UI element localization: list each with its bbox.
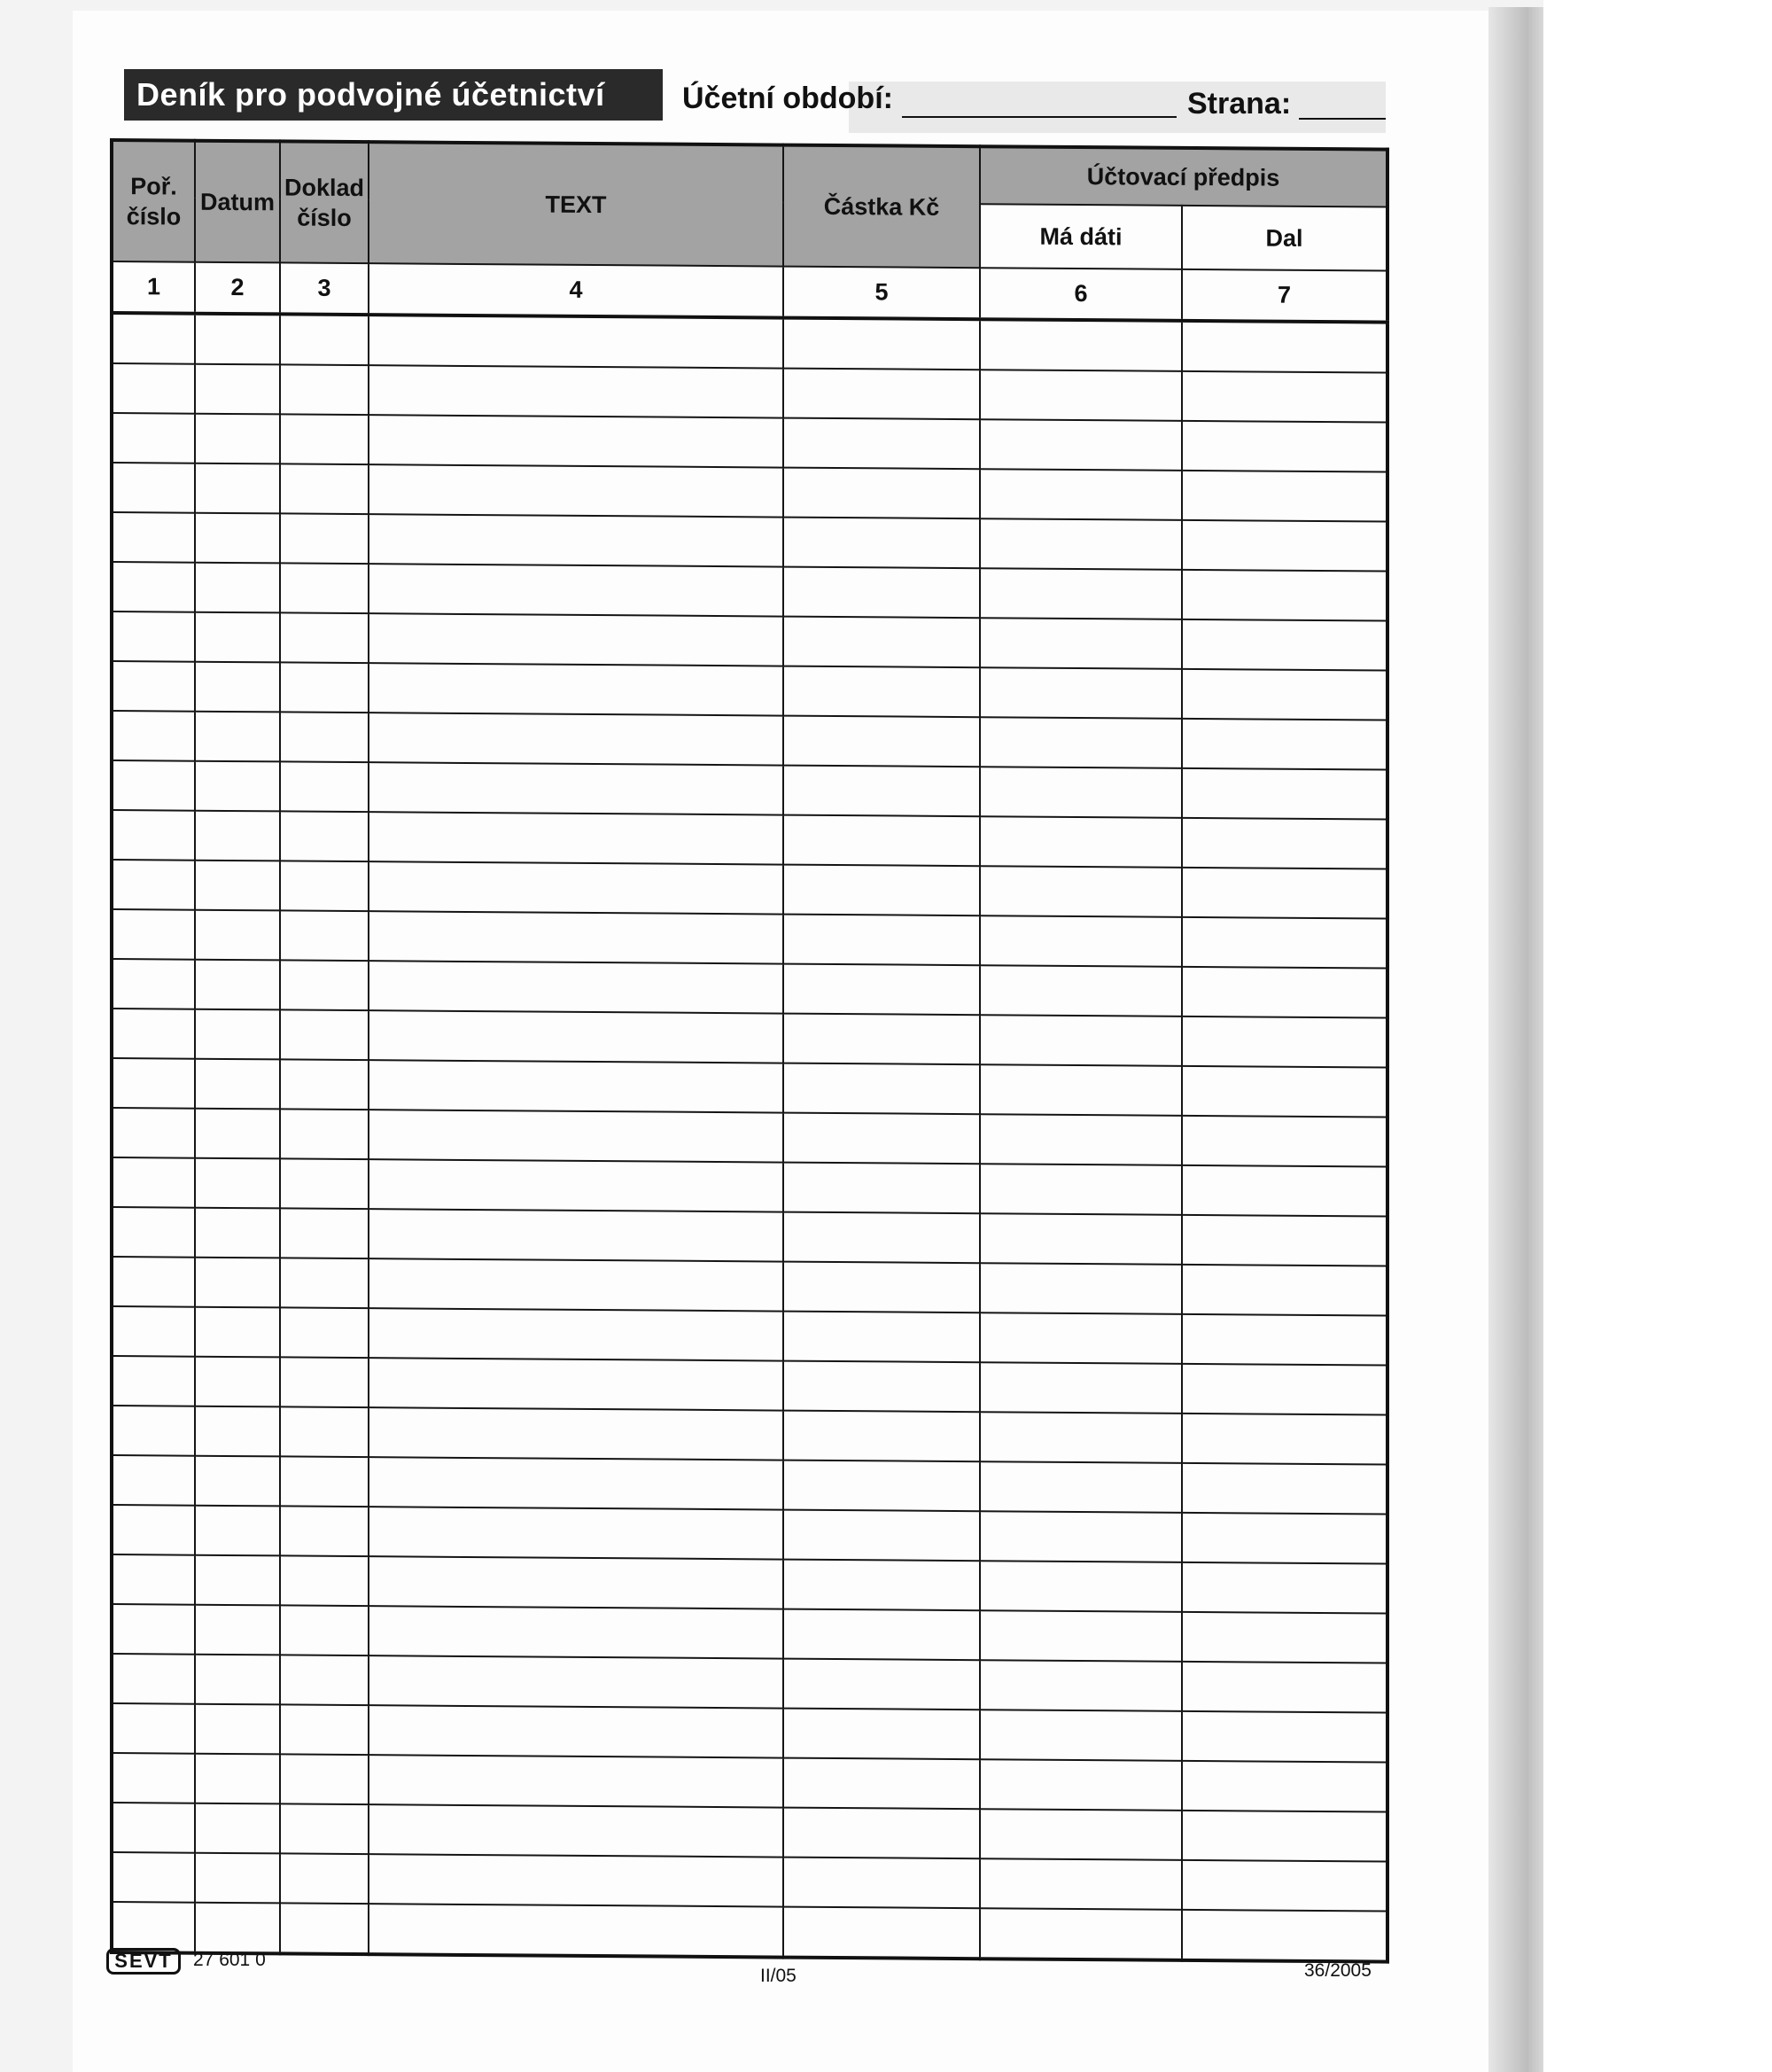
cell-debit[interactable]: [980, 469, 1182, 520]
cell-debit[interactable]: [980, 1213, 1182, 1265]
cell-document-no[interactable]: [280, 761, 369, 812]
cell-text[interactable]: [369, 1110, 783, 1162]
cell-debit[interactable]: [980, 1511, 1182, 1562]
cell-date[interactable]: [195, 463, 280, 514]
header-debit: Má dáti: [980, 204, 1182, 269]
cell-order-no[interactable]: [112, 1852, 195, 1903]
cell-text[interactable]: [369, 1705, 783, 1757]
cell-date[interactable]: [195, 414, 280, 464]
cell-debit[interactable]: [980, 1412, 1182, 1463]
cell-credit[interactable]: [1182, 768, 1387, 820]
column-number: 3: [280, 262, 369, 315]
cell-debit[interactable]: [980, 1660, 1182, 1711]
cell-amount[interactable]: [783, 1262, 980, 1313]
cell-date[interactable]: [195, 1605, 280, 1655]
cell-order-no[interactable]: [112, 1753, 195, 1803]
cell-credit[interactable]: [1182, 1562, 1387, 1614]
cell-order-no[interactable]: [112, 413, 195, 463]
cell-date[interactable]: [195, 910, 280, 961]
cell-credit[interactable]: [1182, 1364, 1387, 1415]
table-row: [112, 1058, 1387, 1118]
cell-order-no[interactable]: [112, 661, 195, 712]
cell-amount[interactable]: [783, 1858, 980, 1909]
cell-order-no[interactable]: [112, 512, 195, 563]
cell-document-no[interactable]: [280, 1853, 369, 1904]
cell-debit[interactable]: [980, 767, 1182, 818]
cell-amount[interactable]: [783, 1113, 980, 1165]
cell-order-no[interactable]: [112, 1306, 195, 1357]
cell-document-no[interactable]: [280, 712, 369, 762]
table-row: [112, 1455, 1387, 1515]
cell-document-no[interactable]: [280, 811, 369, 861]
cell-debit[interactable]: [980, 717, 1182, 768]
cell-date[interactable]: [195, 1009, 280, 1060]
cell-amount[interactable]: [783, 468, 980, 519]
table-row: [112, 1852, 1387, 1912]
table-row: [112, 1604, 1387, 1663]
cell-credit[interactable]: [1182, 1463, 1387, 1515]
cell-amount[interactable]: [783, 418, 980, 470]
cell-order-no[interactable]: [112, 1455, 195, 1506]
cell-document-no[interactable]: [280, 1109, 369, 1159]
cell-date[interactable]: [195, 1506, 280, 1556]
cell-text[interactable]: [369, 1407, 783, 1460]
cell-date[interactable]: [195, 861, 280, 911]
cell-date[interactable]: [195, 1704, 280, 1755]
cell-credit[interactable]: [1182, 1711, 1387, 1763]
cell-document-no[interactable]: [280, 513, 369, 564]
page-number-label: Strana:: [1187, 87, 1292, 121]
table-row: [112, 363, 1387, 423]
cell-text[interactable]: [369, 315, 783, 368]
cell-credit[interactable]: [1182, 669, 1387, 721]
cell-debit[interactable]: [980, 965, 1182, 1017]
cell-text[interactable]: [369, 1308, 783, 1360]
cell-debit[interactable]: [980, 319, 1182, 371]
cell-debit[interactable]: [980, 1164, 1182, 1215]
cell-date[interactable]: [195, 1158, 280, 1209]
cell-document-no[interactable]: [280, 463, 369, 514]
cell-date[interactable]: [195, 563, 280, 613]
cell-text[interactable]: [369, 911, 783, 963]
form-code: 27 601 0: [193, 1950, 266, 1970]
cell-order-no[interactable]: [112, 1654, 195, 1704]
table-row: [112, 313, 1387, 373]
cell-credit[interactable]: [1182, 967, 1387, 1018]
cell-debit[interactable]: [980, 419, 1182, 471]
cell-credit[interactable]: [1182, 1314, 1387, 1366]
cell-amount[interactable]: [783, 1411, 980, 1462]
cell-text[interactable]: [369, 1655, 783, 1708]
cell-document-no[interactable]: [280, 1307, 369, 1358]
cell-text[interactable]: [369, 1159, 783, 1211]
table-row: [112, 1654, 1387, 1713]
cell-order-no[interactable]: [112, 1406, 195, 1456]
table-row: [112, 810, 1387, 869]
cell-date[interactable]: [195, 712, 280, 762]
cell-amount[interactable]: [783, 865, 980, 916]
cell-debit[interactable]: [980, 667, 1182, 719]
table-row: [112, 1257, 1387, 1316]
cell-credit[interactable]: [1182, 1414, 1387, 1465]
cell-date[interactable]: [195, 1803, 280, 1854]
column-number-row: [112, 261, 1387, 323]
cell-debit[interactable]: [980, 518, 1182, 570]
cell-debit[interactable]: [980, 1362, 1182, 1414]
cell-amount[interactable]: [783, 1758, 980, 1810]
cell-amount[interactable]: [783, 666, 980, 718]
cell-amount[interactable]: [783, 1312, 980, 1363]
cell-date[interactable]: [195, 1903, 280, 1954]
cell-text[interactable]: [369, 1457, 783, 1509]
accounting-period-label: Účetní období:: [682, 82, 893, 115]
cell-amount[interactable]: [783, 567, 980, 619]
cell-order-no[interactable]: [112, 1207, 195, 1258]
cell-date[interactable]: [195, 960, 280, 1010]
cell-text[interactable]: [369, 1209, 783, 1261]
cell-amount[interactable]: [783, 1609, 980, 1661]
cell-debit[interactable]: [980, 1610, 1182, 1662]
cell-date[interactable]: [195, 1208, 280, 1258]
cell-document-no[interactable]: [280, 1009, 369, 1060]
table-row: [112, 1902, 1387, 1962]
bleed-through-shadow: [849, 82, 1386, 133]
cell-order-no[interactable]: [112, 860, 195, 910]
cell-debit[interactable]: [980, 915, 1182, 967]
cell-order-no[interactable]: [112, 562, 195, 612]
cell-order-no[interactable]: [112, 959, 195, 1009]
cell-amount[interactable]: [783, 815, 980, 867]
cell-amount[interactable]: [783, 1709, 980, 1760]
cell-debit[interactable]: [980, 1461, 1182, 1513]
cell-credit[interactable]: [1182, 1116, 1387, 1167]
cell-date[interactable]: [195, 811, 280, 861]
cell-text[interactable]: [369, 812, 783, 864]
journal-table: [110, 138, 1386, 1956]
cell-debit[interactable]: [980, 1114, 1182, 1165]
edition-code: II/05: [760, 1966, 797, 1986]
cell-document-no[interactable]: [280, 1158, 369, 1209]
cell-text[interactable]: [369, 365, 783, 417]
cell-credit[interactable]: [1182, 917, 1387, 969]
cell-document-no[interactable]: [280, 1704, 369, 1755]
cell-document-no[interactable]: [280, 314, 369, 365]
cell-order-no[interactable]: [112, 810, 195, 861]
cell-order-no[interactable]: [112, 1157, 195, 1208]
cell-amount[interactable]: [783, 1907, 980, 1959]
cell-text[interactable]: [369, 1358, 783, 1410]
year-code: 36/2005: [1304, 1960, 1372, 1981]
table-row: [112, 711, 1387, 770]
form-title: Deník pro podvojné účetnictví: [124, 69, 663, 121]
cell-date[interactable]: [195, 1406, 280, 1457]
cell-date[interactable]: [195, 1853, 280, 1904]
cell-amount[interactable]: [783, 1461, 980, 1512]
header-date: Datum: [195, 141, 280, 263]
cell-debit[interactable]: [980, 1015, 1182, 1066]
cell-date[interactable]: [195, 513, 280, 564]
cell-text[interactable]: [369, 1854, 783, 1906]
table-row: [112, 1356, 1387, 1415]
cell-credit[interactable]: [1182, 1811, 1387, 1862]
cell-text[interactable]: [369, 762, 783, 814]
column-number: 5: [783, 267, 980, 320]
cell-amount[interactable]: [783, 964, 980, 1016]
cell-document-no[interactable]: [280, 1357, 369, 1407]
table-row: [112, 661, 1387, 721]
cell-text[interactable]: [369, 1606, 783, 1658]
table-row: [112, 909, 1387, 969]
cell-order-no[interactable]: [112, 463, 195, 513]
table-row: [112, 1009, 1387, 1068]
cell-document-no[interactable]: [280, 1803, 369, 1854]
cell-amount[interactable]: [783, 518, 980, 569]
cell-order-no[interactable]: [112, 1703, 195, 1754]
cell-order-no[interactable]: [112, 1257, 195, 1307]
cell-amount[interactable]: [783, 1808, 980, 1859]
cell-text[interactable]: [369, 1060, 783, 1112]
cell-credit[interactable]: [1182, 1910, 1387, 1962]
cell-text[interactable]: [369, 1258, 783, 1311]
cell-debit[interactable]: [980, 1908, 1182, 1960]
cell-document-no[interactable]: [280, 414, 369, 464]
cell-credit[interactable]: [1182, 520, 1387, 572]
cell-text[interactable]: [369, 961, 783, 1013]
cell-document-no[interactable]: [280, 960, 369, 1010]
cell-debit[interactable]: [980, 1263, 1182, 1314]
header-credit: Dal: [1182, 206, 1387, 271]
cell-amount[interactable]: [783, 1361, 980, 1413]
cell-credit[interactable]: [1182, 1761, 1387, 1812]
cell-date[interactable]: [195, 1754, 280, 1804]
cell-date[interactable]: [195, 1655, 280, 1705]
cell-debit[interactable]: [980, 568, 1182, 619]
cell-amount[interactable]: [783, 318, 980, 370]
cell-debit[interactable]: [980, 1710, 1182, 1761]
cell-document-no[interactable]: [280, 563, 369, 613]
cell-credit[interactable]: [1182, 1662, 1387, 1713]
cell-document-no[interactable]: [280, 1456, 369, 1507]
cell-credit[interactable]: [1182, 321, 1387, 373]
cell-credit[interactable]: [1182, 1612, 1387, 1663]
cell-order-no[interactable]: [112, 1604, 195, 1655]
cell-document-no[interactable]: [280, 1506, 369, 1556]
cell-document-no[interactable]: [280, 861, 369, 911]
table-row: [112, 1406, 1387, 1465]
cell-credit[interactable]: [1182, 1066, 1387, 1118]
cell-order-no[interactable]: [112, 1554, 195, 1605]
cell-document-no[interactable]: [280, 612, 369, 663]
cell-order-no[interactable]: [112, 909, 195, 960]
cell-credit[interactable]: [1182, 1265, 1387, 1316]
table-row: [112, 1207, 1387, 1266]
cell-document-no[interactable]: [280, 1605, 369, 1655]
cell-date[interactable]: [195, 1456, 280, 1507]
column-number: 2: [195, 262, 280, 315]
header-amount: Částka Kč: [783, 145, 980, 269]
cell-document-no[interactable]: [280, 1903, 369, 1954]
cell-document-no[interactable]: [280, 1208, 369, 1258]
cell-debit[interactable]: [980, 618, 1182, 669]
cell-credit[interactable]: [1182, 371, 1387, 423]
table-row: [112, 1505, 1387, 1564]
cell-credit[interactable]: [1182, 619, 1387, 671]
cell-text[interactable]: [369, 564, 783, 616]
cell-text[interactable]: [369, 514, 783, 566]
table-row: [112, 463, 1387, 522]
table-row: [112, 760, 1387, 820]
cell-document-no[interactable]: [280, 1754, 369, 1804]
table-row: [112, 1108, 1387, 1167]
cell-debit[interactable]: [980, 816, 1182, 868]
column-number: 4: [369, 263, 783, 317]
cell-order-no[interactable]: [112, 1108, 195, 1158]
cell-amount[interactable]: [783, 617, 980, 668]
column-number: 7: [1182, 269, 1387, 323]
cell-order-no[interactable]: [112, 1803, 195, 1853]
table-row: [112, 1554, 1387, 1614]
cell-credit[interactable]: [1182, 1165, 1387, 1217]
cell-order-no[interactable]: [112, 711, 195, 761]
page-edge-shadow: [1488, 7, 1543, 2072]
cell-date[interactable]: [195, 1258, 280, 1308]
cell-debit[interactable]: [980, 866, 1182, 917]
table-row: [112, 1803, 1387, 1862]
cell-order-no[interactable]: [112, 313, 195, 364]
cell-text[interactable]: [369, 861, 783, 914]
cell-date[interactable]: [195, 612, 280, 663]
cell-date[interactable]: [195, 1059, 280, 1110]
cell-document-no[interactable]: [280, 662, 369, 713]
table-row: [112, 611, 1387, 671]
table-row: [112, 413, 1387, 472]
cell-date[interactable]: [195, 1307, 280, 1358]
cell-order-no[interactable]: [112, 611, 195, 662]
cell-debit[interactable]: [980, 370, 1182, 421]
cell-document-no[interactable]: [280, 1059, 369, 1110]
table-row: [112, 512, 1387, 572]
table-row: [112, 1306, 1387, 1366]
cell-credit[interactable]: [1182, 818, 1387, 869]
cell-text[interactable]: [369, 415, 783, 467]
cell-amount[interactable]: [783, 1659, 980, 1710]
cell-text[interactable]: [369, 1556, 783, 1609]
column-number: 1: [112, 261, 195, 314]
cell-credit[interactable]: [1182, 719, 1387, 770]
header-document-no: Doklad číslo: [280, 141, 369, 263]
cell-text[interactable]: [369, 1904, 783, 1957]
cell-text[interactable]: [369, 1755, 783, 1807]
header-posting: Účtovací předpis: [980, 146, 1387, 206]
cell-order-no[interactable]: [112, 1902, 195, 1953]
cell-amount[interactable]: [783, 915, 980, 966]
table-row: [112, 860, 1387, 919]
cell-credit[interactable]: [1182, 570, 1387, 621]
cell-credit[interactable]: [1182, 1017, 1387, 1068]
cell-document-no[interactable]: [280, 1555, 369, 1606]
page-number-field[interactable]: [1299, 118, 1386, 120]
cell-date[interactable]: [195, 1109, 280, 1159]
cell-amount[interactable]: [783, 1212, 980, 1264]
accounting-period-field[interactable]: [902, 116, 1177, 118]
cell-document-no[interactable]: [280, 364, 369, 415]
cell-document-no[interactable]: [280, 1258, 369, 1308]
cell-credit[interactable]: [1182, 421, 1387, 472]
cell-order-no[interactable]: [112, 760, 195, 811]
cell-credit[interactable]: [1182, 471, 1387, 522]
cell-order-no[interactable]: [112, 1058, 195, 1109]
background-right: [1543, 0, 1772, 2072]
cell-debit[interactable]: [980, 1809, 1182, 1860]
column-number: 6: [980, 268, 1182, 321]
cell-debit[interactable]: [980, 1064, 1182, 1116]
header-text: TEXT: [369, 142, 783, 266]
cell-amount[interactable]: [783, 1560, 980, 1611]
cell-date[interactable]: [195, 1555, 280, 1606]
cell-order-no[interactable]: [112, 1009, 195, 1059]
cell-document-no[interactable]: [280, 910, 369, 961]
cell-date[interactable]: [195, 1357, 280, 1407]
table-row: [112, 1157, 1387, 1217]
cell-amount[interactable]: [783, 716, 980, 767]
cell-document-no[interactable]: [280, 1406, 369, 1457]
cell-credit[interactable]: [1182, 1860, 1387, 1912]
cell-date[interactable]: [195, 662, 280, 713]
cell-debit[interactable]: [980, 1313, 1182, 1364]
header-order-no: Poř. číslo: [112, 140, 195, 262]
table-row: [112, 1753, 1387, 1812]
cell-text[interactable]: [369, 1804, 783, 1857]
cell-credit[interactable]: [1182, 868, 1387, 919]
cell-order-no[interactable]: [112, 1356, 195, 1406]
cell-text[interactable]: [369, 1507, 783, 1559]
cell-text[interactable]: [369, 613, 783, 666]
cell-date[interactable]: [195, 364, 280, 415]
cell-amount[interactable]: [783, 766, 980, 817]
table-row: [112, 1703, 1387, 1763]
cell-credit[interactable]: [1182, 1215, 1387, 1266]
table-row: [112, 959, 1387, 1018]
cell-text[interactable]: [369, 663, 783, 715]
cell-debit[interactable]: [980, 1561, 1182, 1612]
sevt-logo: SEVT: [106, 1948, 181, 1975]
cell-amount[interactable]: [783, 1510, 980, 1562]
cell-order-no[interactable]: [112, 363, 195, 414]
cell-date[interactable]: [195, 761, 280, 812]
cell-amount[interactable]: [783, 1063, 980, 1115]
journal-grid: [110, 138, 1389, 1964]
cell-text[interactable]: [369, 464, 783, 517]
cell-text[interactable]: [369, 1010, 783, 1063]
cell-date[interactable]: [195, 314, 280, 365]
cell-text[interactable]: [369, 713, 783, 765]
cell-credit[interactable]: [1182, 1513, 1387, 1564]
cell-amount[interactable]: [783, 369, 980, 420]
cell-order-no[interactable]: [112, 1505, 195, 1555]
cell-document-no[interactable]: [280, 1655, 369, 1705]
table-row: [112, 562, 1387, 621]
cell-amount[interactable]: [783, 1163, 980, 1214]
cell-debit[interactable]: [980, 1858, 1182, 1910]
cell-debit[interactable]: [980, 1759, 1182, 1811]
cell-amount[interactable]: [783, 1014, 980, 1065]
